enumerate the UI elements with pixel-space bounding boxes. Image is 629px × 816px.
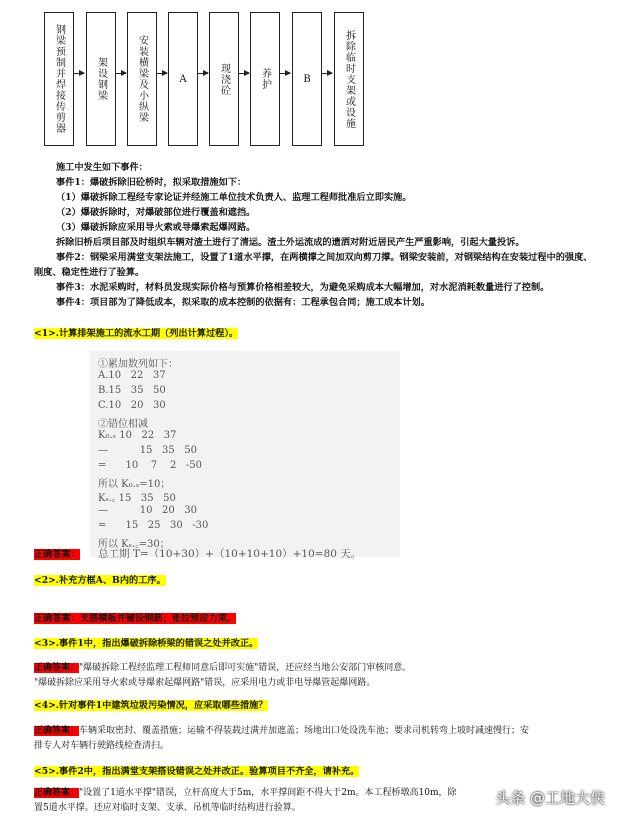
answer-4: 正确答案：车辆采取密封、覆盖措施；运输不得装载过满并加遮盖；场地出口处设洗车池；要求司机转弯上坡时减速慢行；安 排专人对车辆行驶路线检查清扫。	[34, 726, 530, 751]
watermark: 头条 @工地大侠	[495, 789, 605, 807]
calc-line: 所以 K₀.ₛ=10；	[98, 479, 171, 490]
calc-line: = 15 25 30 -30	[98, 520, 209, 531]
calc-line: ①累加数列如下：	[98, 359, 178, 370]
event-1-item-3: （3）爆破拆除应采用导火索或导爆索起爆网路。	[56, 222, 256, 233]
event-1-item-1: （1）爆破拆除工程经专家论证并经施工单位技术负责人、监理工程师批准后立即实施。	[56, 192, 412, 203]
event-1-item-2: （2）爆破拆除时，对爆破部位进行覆盖和遮挡。	[56, 207, 256, 218]
answer-5: 正确答案："设置了1道水平撑"错误，立杆高度大于5m，水平撑间距不得大于2m。本工程桥墩高10m，除 置5道水平撑。还应对临时支架、支承、吊机等临时结构进行验算。	[34, 788, 457, 813]
flow-arrow	[280, 73, 290, 74]
calc-line: 所以 Kₛ.꜀=30；	[98, 539, 170, 550]
flow-arrow	[198, 73, 208, 74]
flow-arrow	[116, 73, 126, 74]
flow-box-5: 现浇砼	[209, 12, 239, 146]
question-4: <4>.针对事件1中建筑垃圾污染情况，应采取哪些措施？	[34, 700, 268, 711]
answer-3: 正确答案："爆破拆除工程经监理工程师同意后即可实施"错误，还应经当地公安部门审核同意。 "爆破拆除应采用导火索或导爆索起爆网路"错误，应采用电力或非电导爆管起爆网路。	[34, 663, 412, 688]
flow-box-3: 安装横梁及小纵梁	[127, 12, 157, 146]
answer-2: 正确答案：支搭模板并铺设钢筋；张拉预应力束。	[34, 613, 237, 624]
calc-line: C.10 20 30	[98, 400, 166, 411]
calculation-box	[90, 351, 400, 560]
calc-total: 总工期 T=（10+30）+（10+10+10）+10=80 天。	[98, 548, 362, 560]
event-1: 事件1：爆破拆除旧砼桥时，拟采取措施如下：	[56, 177, 247, 188]
flow-arrow	[322, 73, 332, 74]
event-1-note: 拆除旧桥后项目部及时组织车辆对渣土进行了清运。渣土外运流成的遗洒对附近居民产生严重影响，引起大量投诉。	[56, 237, 525, 248]
calc-line: Kₛ.꜀ 15 35 50	[98, 493, 176, 504]
flow-arrow	[239, 73, 249, 74]
calc-line: A.10 22 37	[98, 370, 166, 381]
flow-box-2: 架设钢梁	[86, 12, 116, 146]
flow-box-8: 拆除临时支架或设施	[334, 12, 364, 146]
question-5: <5>.事件2中，指出满堂支架搭设错误之处并改正。验算项目不齐全，请补充。	[34, 766, 360, 777]
question-1: <1>.计算排架施工的流水工期（列出计算过程）。	[34, 328, 239, 339]
calc-line: K₀.ₛ 10 22 37	[98, 430, 177, 441]
event-2: 事件2：钢梁采用满堂支架法施工，设置了1道水平撑，在两横撑之间加双向剪刀撑。钢梁安装前，对钢梁结构在安装过程中的强度、刚度、稳定性进行了验算。	[34, 252, 593, 278]
flow-box-B: B	[292, 12, 322, 146]
events-intro: 施工中发生如下事件：	[56, 162, 148, 173]
calc-line: = 10 7 2 -50	[98, 460, 202, 471]
flow-box-6: 养护	[250, 12, 280, 146]
events-block	[34, 160, 600, 310]
event-3: 事件3：水泥采购时，材料员发现实际价格与预算价格相差较大，为避免采购成本大幅增加，对水泥消耗数量进行了控制。	[56, 282, 550, 293]
flow-box-1: 钢梁预制并焊接传剪器	[44, 12, 74, 146]
calc-line: B.15 35 50	[98, 385, 166, 396]
flow-arrow	[157, 73, 167, 74]
flow-box-A: A	[168, 12, 198, 146]
calc-line: — 15 35 50	[98, 445, 198, 456]
calc-line: — 10 20 30	[98, 505, 198, 516]
question-3: <3>.事件1中，指出爆破拆除桥梁的错误之处并改正。	[34, 638, 259, 649]
answer-1-label: 正确答案：	[34, 549, 80, 560]
event-4: 事件4：项目部为了降低成本，拟采取的成本控制的依据有：工程承包合同；施工成本计划。	[56, 297, 430, 308]
flow-arrow	[74, 73, 84, 74]
question-2: <2>.补充方框A、B内的工序。	[34, 575, 166, 586]
calc-line: ②错位相减	[98, 419, 148, 430]
